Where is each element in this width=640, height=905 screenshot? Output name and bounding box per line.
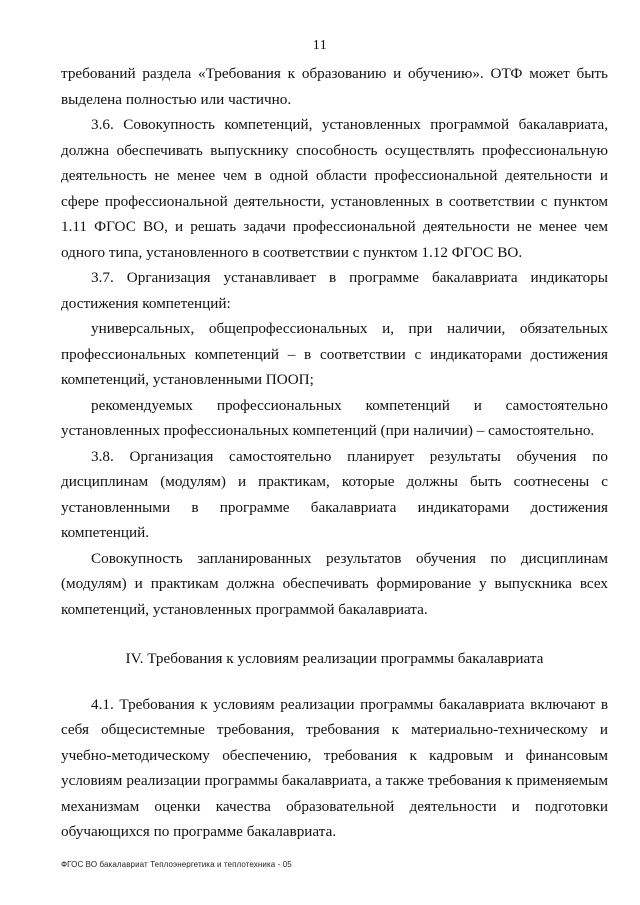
section-heading: IV. Требования к условиям реализации программы бакалавриата <box>125 650 544 667</box>
paragraph-universal-competencies: универсальных, общепрофессиональных и, при наличии, обязательных профессиональных компетенций – в соответствии с индикаторами достижения компетенций, установленными ПООП; <box>61 320 608 388</box>
paragraph-3-8: 3.8. Организация самостоятельно планирует результаты обучения по дисциплинам (модулям) и практикам, которые должны быть соотнесены с установленными в программе бакалавриата индикаторами достижения компетенций. <box>61 447 608 541</box>
paragraph-aggregate-results: Совокупность запланированных результатов обучения по дисциплинам (модулям) и практикам должна обеспечивать формирование у выпускника всех компетенций, установленных программой бакалавриата. <box>61 549 608 618</box>
document-body <box>61 61 608 845</box>
page-number: 11 <box>312 38 328 53</box>
paragraph-3-7: 3.7. Организация устанавливает в программе бакалавриата индикаторы достижения компетенций: <box>61 269 608 312</box>
paragraph-4-1: 4.1. Требования к условиям реализации программы бакалавриата включают в себя общесистемные требования, требования к материально-техническому и учебно-методическому обеспечению, требования к кадровым и финансовым условиям реализации программы бакалавриата, а также требования к применяемым механизмам оценки качества образовательной деятельности и подготовки обучающихся по программе бакалавриата. <box>61 695 608 840</box>
paragraph-recommended-competencies: рекомендуемых профессиональных компетенций и самостоятельно установленных профессиональных компетенций (при наличии) – самостоятельно. <box>61 396 608 439</box>
page-footer: ФГОС ВО бакалавриат Теплоэнергетика и теплотехника - 05 <box>61 860 292 869</box>
paragraph-3-6: 3.6. Совокупность компетенций, установленных программой бакалавриата, должна обеспечивать выпускнику способность осуществлять профессиональную деятельность не менее чем в одной области профессиональной деятельности и сфере профессиональной деятельности, установленных в соответствии с пунктом 1.11 ФГОС ВО, и решать задачи профессиональной деятельности не менее чем одного типа, установленного в соответствии с пунктом 1.12 ФГОС ВО. <box>61 116 608 261</box>
paragraph-continuation: требований раздела «Требования к образованию и обучению». ОТФ может быть выделена полностью или частично. <box>61 65 608 108</box>
